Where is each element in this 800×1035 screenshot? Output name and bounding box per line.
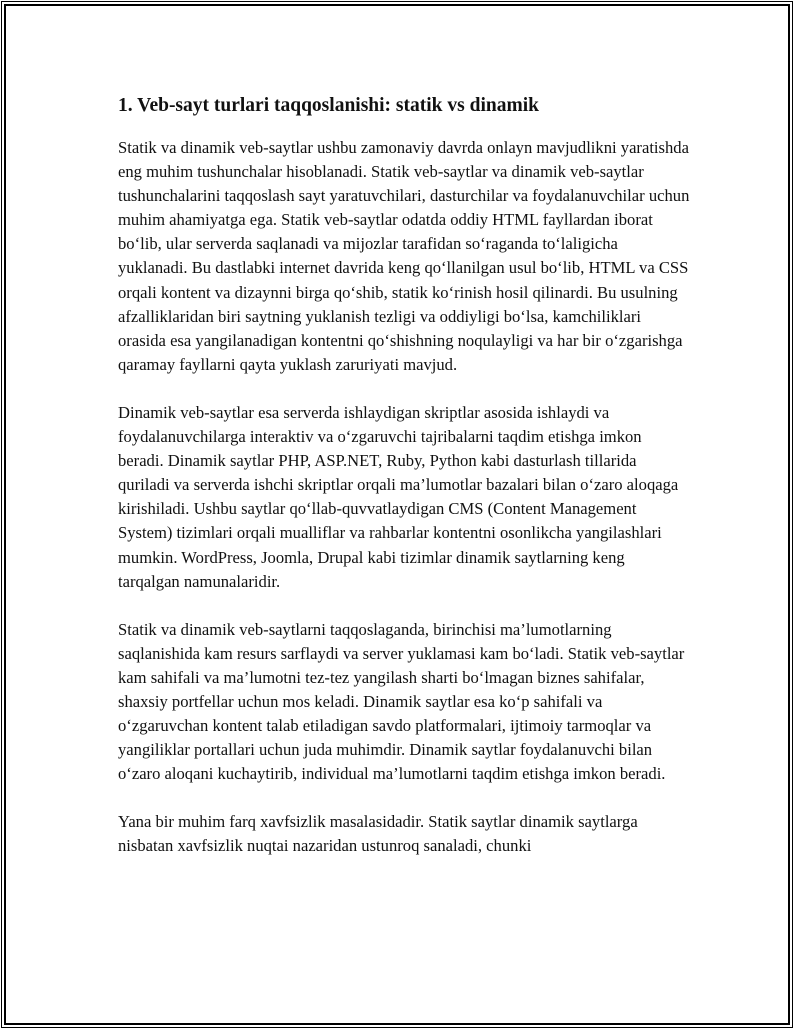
paragraph-3: Statik va dinamik veb-saytlarni taqqoslaganda, birinchisi ma’lumotlarning saqlanishida kam resurs sarflaydi va server yuklamasi kam bo‘ladi. Statik veb-saytlar kam sahifali va ma’lumotni tez-tez yangilash sharti bo‘lmagan biznes sahifalar, shaxsiy portfellar uchun mos keladi. Dinamik saytlar esa ko‘p sahifali va o‘zgaruvchan kontent talab etiladigan savdo platformalari, ijtimoiy tarmoqlar va yangiliklar portallari uchun juda muhimdir. Dinamik saytlar foydalanuvchi bilan o‘zaro aloqani kuchaytirib, individual ma’lumotlarni taqdim etishga imkon beradi. bbox=[118, 619, 685, 784]
document-body bbox=[118, 92, 690, 883]
paragraph-4: Yana bir muhim farq xavfsizlik masalasidadir. Statik saytlar dinamik saytlarga nisbatan xavfsizlik nuqtai nazaridan ustunroq sanaladi, chunki bbox=[118, 812, 638, 856]
document-heading: 1. Veb-sayt turlari taqqoslanishi: statik vs dinamik bbox=[118, 95, 539, 116]
paragraph-2: Dinamik veb-saytlar esa serverda ishlaydigan skriptlar asosida ishlaydi va foydalanuvchilarga interaktiv va o‘zgaruvchi tajribalarni taqdim etishga imkon beradi. Dinamik saytlar PHP, ASP.NET, Ruby, Python kabi dasturlash tillarida quriladi va serverda ishchi skriptlar orqali ma’lumotlar bazalari bilan o‘zaro aloqaga kirishiladi. Ushbu saytlar qo‘llab-quvvatlaydigan CMS (Content Management System) tizimlari orqali mualliflar va rahbarlar kontentni osonlikcha yangilashlari mumkin. WordPress, Joomla, Drupal kabi tizimlar dinamik saytlarning keng tarqalgan namunalaridir. bbox=[118, 402, 679, 591]
paragraph-1: Statik va dinamik veb-saytlar ushbu zamonaviy davrda onlayn mavjudlikni yaratishda eng muhim tushunchalar hisoblanadi. Statik veb-saytlar va dinamik veb-saytlar tushunchalarini taqqoslash sayt yaratuvchilari, dasturchilar va foydalanuvchilar uchun muhim ahamiyatga ega. Statik veb-saytlar odatda oddiy HTML fayllardan iborat bo‘lib, ular serverda saqlanadi va mijozlar tarafidan so‘raganda to‘laligicha yuklanadi. Bu dastlabki internet davrida keng qo‘llanilgan usul bo‘lib, HTML va CSS orqali kontent va dizaynni birga qo‘shib, statik ko‘rinish hosil qilinardi. Bu usulning afzalliklaridan biri saytning yuklanish tezligi va oddiyligi bo‘lsa, kamchiliklari orasida esa yangilanadigan kontentni qo‘shishning noqulayligi va har bir o‘zgarishga qaramay fayllarni qayta yuklash zaruriyati mavjud. bbox=[118, 138, 690, 374]
